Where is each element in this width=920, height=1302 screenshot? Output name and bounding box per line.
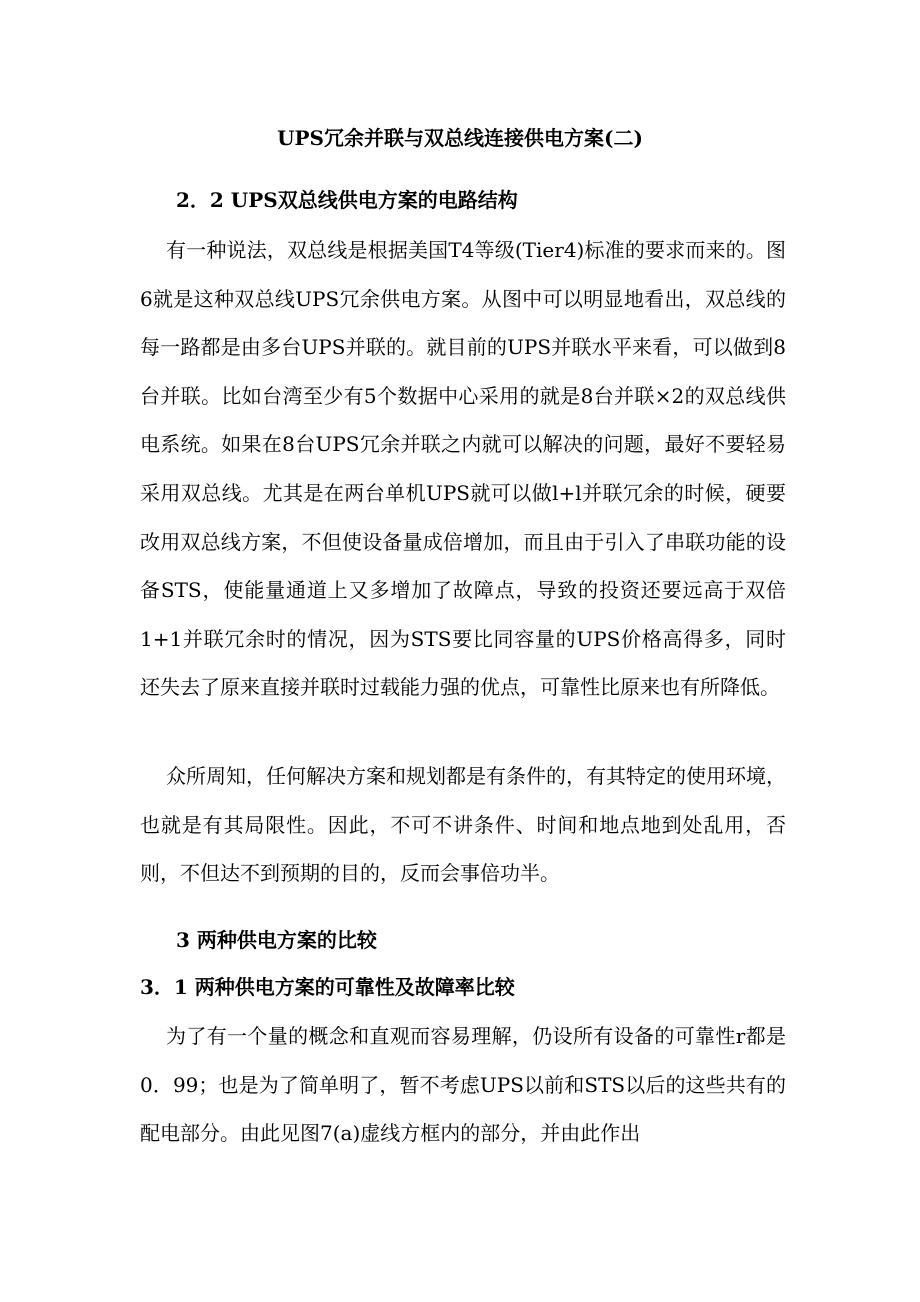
section-2-2-heading: 2．2 UPS双总线供电方案的电路结构 [176, 188, 518, 212]
section-3-1-heading: 3．1 两种供电方案的可靠性及故障率比较 [140, 975, 515, 999]
section-3-heading: 3 两种供电方案的比较 [176, 928, 377, 952]
paragraph-2: 众所周知，任何解决方案和规划都是有条件的，有其特定的使用环境，也就是有其局限性。因此，不可不讲条件、时间和地点地到处乱用，否则，不但达不到预期的目的，反而会事倍功半。 [140, 764, 786, 886]
paragraph-1: 有一种说法，双总线是根据美国T4等级(Tier4)标准的要求而来的。图6就是这种双总线UPS冗余供电方案。从图中可以明显地看出，双总线的每一路都是由多台UPS并联的。就目前的UPS并联水平来看，可以做到8台并联。比如台湾至少有5个数据中心采用的就是8台并联×2的双总线供电系统。如果在8台UPS冗余并联之内就可以解决的问题，最好不要轻易采用双总线。尤其是在两台单机UPS就可以做l+l并联冗余的时候，硬要改用双总线方案，不但使设备量成倍增加，而且由于引入了串联功能的设备STS，使能量通道上又多增加了故障点，导致的投资还要远高于双倍1+1并联冗余时的情况，因为STS要比同容量的UPS价格高得多，同时还失去了原来直接并联时过载能力强的优点，可靠性比原来也有所降低。 [140, 238, 786, 700]
paragraph-3: 为了有一个量的概念和直观而容易理解，仍设所有设备的可靠性r都是0．99；也是为了简单明了，暂不考虑UPS以前和STS以后的这些共有的配电部分。由此见图7(a)虚线方框内的部分，并由此作出 [140, 1024, 786, 1146]
document-title: UPS冗余并联与双总线连接供电方案(二) [277, 126, 643, 150]
